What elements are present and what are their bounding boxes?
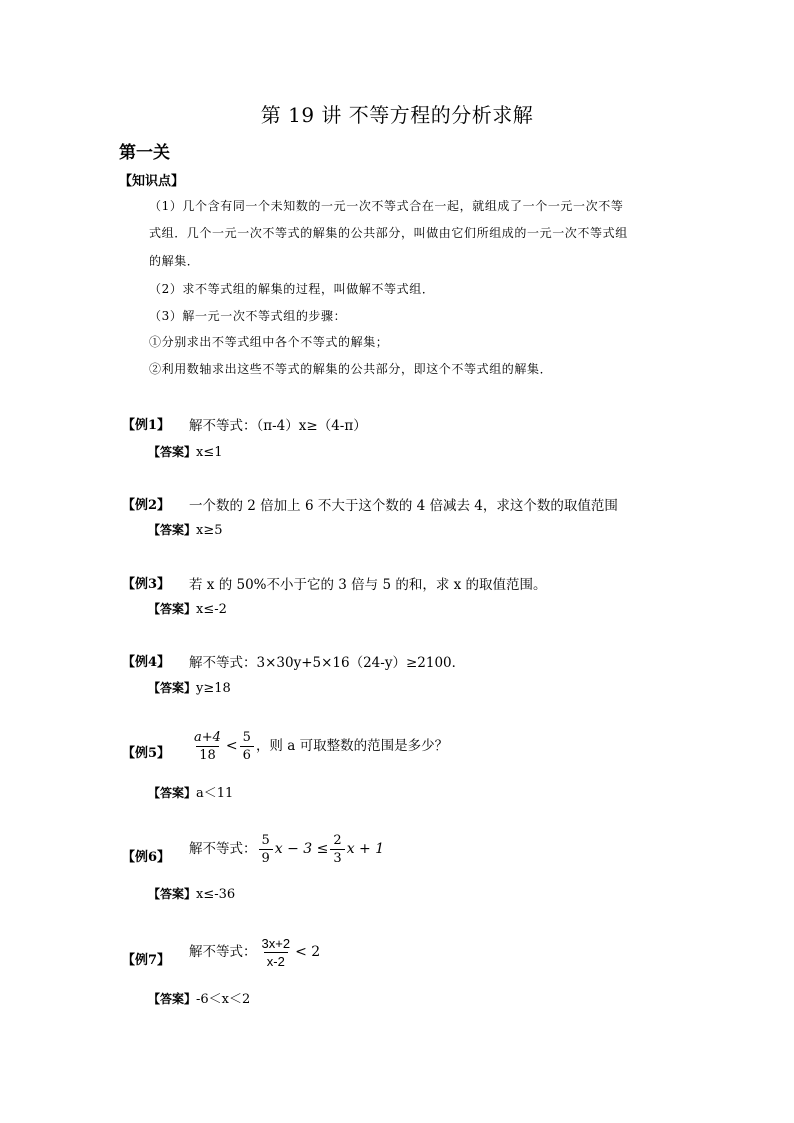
knowledge-line: ②利用数轴求出这些不等式的解集的公共部分，即这个不等式组的解集． bbox=[149, 362, 553, 376]
denominator: 9 bbox=[259, 849, 273, 867]
knowledge-line: （1）几个含有同一个未知数的一元一次不等式合在一起，就组成了一个一元一次不等 bbox=[149, 199, 624, 213]
example-4-text: 解不等式：3×30y+5×16（24-y）≥2100． bbox=[189, 655, 466, 671]
example-5-tail: ，则 a 可取整数的范围是多少？ bbox=[255, 738, 449, 754]
knowledge-line: 的解集． bbox=[149, 254, 200, 268]
example-7-tail: < 2 bbox=[295, 944, 321, 960]
example-4-answer bbox=[148, 679, 231, 696]
numerator: 3x+2 bbox=[261, 936, 291, 951]
page-title: 第 19 讲 不等方程的分析求解 bbox=[260, 103, 534, 127]
example-4-label: 【例4】 bbox=[122, 655, 171, 670]
answer-label: 【答案】 bbox=[148, 992, 197, 1006]
answer-label: 【答案】 bbox=[148, 602, 197, 616]
denominator: 6 bbox=[240, 746, 254, 764]
fraction bbox=[330, 832, 344, 867]
example-6-label: 【例6】 bbox=[122, 850, 171, 865]
fraction bbox=[259, 832, 273, 867]
denominator: x-2 bbox=[264, 952, 288, 970]
example-5-answer bbox=[148, 782, 233, 801]
numerator: 2 bbox=[333, 833, 342, 848]
numerator: 5 bbox=[261, 833, 270, 848]
answer-value: x≤-36 bbox=[196, 887, 236, 902]
example-6-answer bbox=[148, 885, 235, 902]
example-1-text: 解不等式：（π-4）x≥（4-π） bbox=[189, 418, 367, 434]
example-7-formula bbox=[189, 935, 320, 970]
denominator: 18 bbox=[196, 746, 219, 764]
example-6-middle: x − 3 ≤ bbox=[274, 841, 329, 857]
numerator: a+4 bbox=[194, 730, 221, 745]
knowledge-line: ①分别求出不等式组中各个不等式的解集； bbox=[149, 335, 389, 349]
example-3-text: 若 x 的 50%不小于它的 3 倍与 5 的和，求 x 的取值范围。 bbox=[189, 577, 547, 593]
answer-label: 【答案】 bbox=[148, 681, 197, 695]
example-7-label: 【例7】 bbox=[122, 953, 171, 968]
example-6-formula bbox=[189, 832, 384, 867]
knowledge-line: 式组．几个一元一次不等式的解集的公共部分，叫做由它们所组成的一元一次不等式组 bbox=[149, 226, 628, 240]
example-1-answer bbox=[148, 443, 223, 460]
example-1-label: 【例1】 bbox=[122, 418, 171, 433]
numerator: 5 bbox=[242, 730, 251, 745]
answer-label: 【答案】 bbox=[148, 786, 197, 800]
answer-value: a＜11 bbox=[196, 786, 234, 801]
fraction bbox=[191, 729, 224, 764]
example-2-text: 一个数的 2 倍加上 6 不大于这个数的 4 倍减去 4，求这个数的取值范围 bbox=[189, 498, 618, 514]
answer-value: x≤-2 bbox=[196, 602, 227, 617]
answer-label: 【答案】 bbox=[148, 887, 197, 901]
example-7-answer bbox=[148, 988, 250, 1007]
example-2-answer bbox=[148, 521, 223, 538]
example-6-tail: x + 1 bbox=[346, 841, 385, 857]
answer-value: y≥18 bbox=[196, 681, 231, 696]
answer-label: 【答案】 bbox=[148, 523, 197, 537]
knowledge-line: （3）解一元一次不等式组的步骤： bbox=[149, 309, 347, 323]
denominator: 3 bbox=[330, 849, 344, 867]
example-3-label: 【例3】 bbox=[122, 577, 171, 592]
answer-value: x≥5 bbox=[196, 523, 223, 538]
section-heading: 第一关 bbox=[119, 143, 170, 163]
fraction bbox=[240, 729, 254, 764]
example-5-label: 【例5】 bbox=[122, 746, 171, 761]
answer-value: x≤1 bbox=[196, 445, 223, 460]
answer-label: 【答案】 bbox=[148, 445, 197, 459]
answer-value: -6＜x＜2 bbox=[196, 992, 251, 1007]
example-5-formula bbox=[189, 729, 448, 764]
example-3-answer bbox=[148, 600, 227, 617]
inequality-sign: < bbox=[225, 738, 238, 754]
knowledge-label: 【知识点】 bbox=[119, 174, 185, 189]
example-7-prefix: 解不等式： bbox=[189, 944, 257, 960]
fraction bbox=[259, 935, 294, 970]
knowledge-line: （2）求不等式组的解集的过程，叫做解不等式组． bbox=[149, 282, 435, 296]
example-2-label: 【例2】 bbox=[122, 498, 171, 513]
example-6-prefix: 解不等式： bbox=[189, 841, 257, 857]
